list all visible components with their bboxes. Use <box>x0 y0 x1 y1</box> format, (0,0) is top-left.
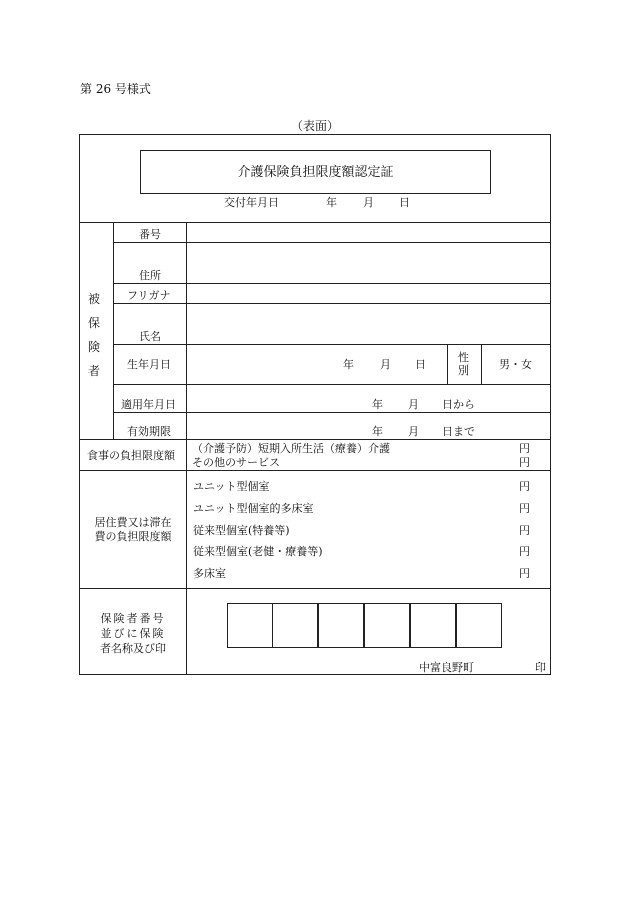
sex-label-bottom: 別 <box>458 364 469 377</box>
meal-label: 食事の負担限度額 <box>87 449 175 462</box>
residence-row-2-unit: 円 <box>519 502 530 515</box>
divider-insured <box>79 439 551 440</box>
name-label: 氏名 <box>139 330 161 343</box>
valid-year: 年 <box>372 425 383 438</box>
face-label: （表面） <box>290 119 339 133</box>
divider-title <box>79 222 551 223</box>
insured-group-char-3: 険 <box>88 340 101 354</box>
valid-day: 日まで <box>442 425 475 438</box>
residence-row-1-unit: 円 <box>519 480 530 493</box>
number-label: 番号 <box>139 228 161 241</box>
insured-group-char-2: 保 <box>88 316 101 330</box>
residence-row-4-unit: 円 <box>519 545 530 558</box>
divider-meal <box>79 470 551 471</box>
divider-number <box>113 242 551 243</box>
issue-year: 年 <box>326 196 337 209</box>
issue-month: 月 <box>363 196 374 209</box>
birth-year: 年 <box>343 358 354 371</box>
insurer-number-box-6 <box>456 603 502 648</box>
insurer-number-box-4 <box>364 603 410 648</box>
divider-name <box>113 344 551 345</box>
insurer-name: 中富良野町 <box>419 661 474 674</box>
meal-row-1-text: （介護予防）短期入所生活（療養）介護 <box>192 442 390 455</box>
divider-address <box>113 283 551 284</box>
insurer-label-line3: 者名称及び印 <box>100 642 166 655</box>
applied-year: 年 <box>372 398 383 411</box>
insurer-number-box-2 <box>272 603 318 648</box>
residence-row-1-text: ユニット型個室 <box>193 480 270 493</box>
residence-row-2-text: ユニット型個室的多床室 <box>193 502 314 515</box>
vline-insured-group <box>113 222 114 439</box>
insured-group-char-1: 被 <box>88 292 101 306</box>
residence-row-3-unit: 円 <box>519 524 530 537</box>
birth-month: 月 <box>380 358 391 371</box>
meal-row-2-unit: 円 <box>519 456 530 469</box>
meal-row-2-text: その他のサービス <box>192 456 280 469</box>
applied-day: 日から <box>442 398 475 411</box>
certificate-title: 介護保険負担限度額認定証 <box>237 165 394 180</box>
insurer-seal: 印 <box>535 661 546 674</box>
vline-sex-right <box>481 344 482 384</box>
valid-month: 月 <box>408 425 419 438</box>
sex-label-top: 性 <box>458 351 469 364</box>
insurer-label-line1: 保険者番号 <box>100 612 166 625</box>
issue-date-label: 交付年月日 <box>224 196 279 209</box>
residence-row-3-text: 従来型個室(特養等) <box>193 524 290 537</box>
birth-day: 日 <box>415 358 426 371</box>
residence-row-5-text: 多床室 <box>193 567 226 580</box>
residence-label-line1: 居住費又は滞在 <box>94 516 172 529</box>
sex-value: 男・女 <box>499 358 532 371</box>
issue-day: 日 <box>399 196 410 209</box>
insurer-number-box-5 <box>410 603 456 648</box>
insured-group-char-4: 者 <box>88 364 101 378</box>
insurer-number-box-3 <box>318 603 364 648</box>
address-label: 住所 <box>139 269 161 282</box>
divider-birth <box>113 384 551 385</box>
divider-furigana <box>113 303 551 304</box>
furigana-label: フリガナ <box>127 289 171 302</box>
vline-labels <box>186 222 187 675</box>
insurer-label-line2: 並びに保険 <box>100 627 166 640</box>
meal-row-1-unit: 円 <box>519 442 530 455</box>
residence-label-line2: 費の負担限度額 <box>94 530 172 543</box>
form-number: 第 26 号様式 <box>80 82 151 96</box>
applied-month: 月 <box>408 398 419 411</box>
insurer-number-box-1 <box>227 603 273 648</box>
birth-label: 生年月日 <box>127 358 171 371</box>
residence-row-4-text: 従来型個室(老健・療養等) <box>193 545 323 558</box>
residence-row-5-unit: 円 <box>519 567 530 580</box>
valid-label: 有効期限 <box>127 425 171 438</box>
vline-sex-left <box>447 344 448 384</box>
divider-applied <box>113 412 551 413</box>
applied-label: 適用年月日 <box>121 398 176 411</box>
divider-residence <box>79 588 551 589</box>
